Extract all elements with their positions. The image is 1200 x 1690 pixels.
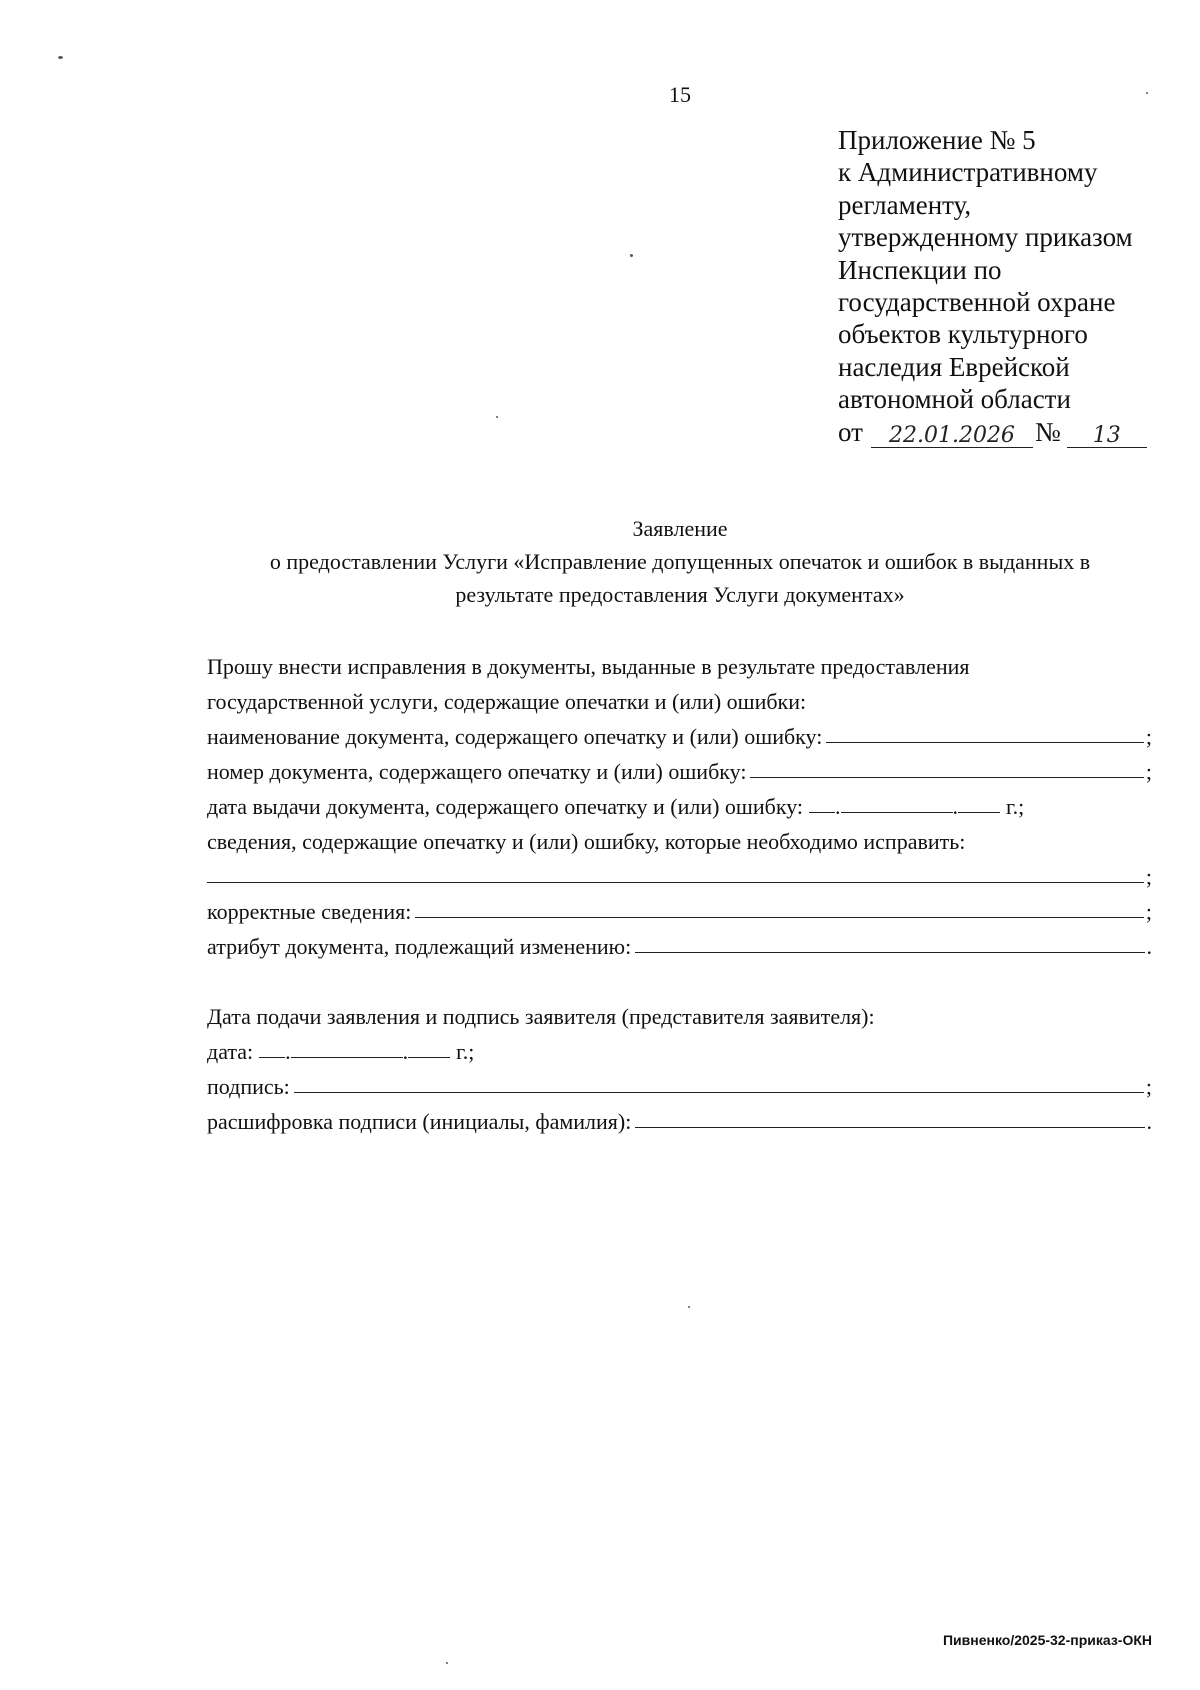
date-separator: . <box>402 1039 409 1064</box>
correct-label: корректные сведения: <box>207 899 412 924</box>
year-suffix: г.; <box>456 1039 475 1064</box>
title-heading: Заявление <box>632 516 728 541</box>
scan-speck <box>1146 92 1148 94</box>
date-separator: . <box>835 794 841 819</box>
submission-date-field <box>207 1035 1152 1065</box>
footer-document-code: Пивненко/2025-32-приказ-ОКН <box>942 1632 1152 1648</box>
appendix-line: государственной охране <box>838 286 1116 317</box>
title-subtitle-line: результате предоставления Услуги документах» <box>455 582 905 607</box>
issue-year-input-line[interactable] <box>958 812 1000 813</box>
order-number-prefix: № <box>1034 416 1061 447</box>
title-subtitle-line: о предоставлении Услуги «Исправление допущенных опечаток и ошибок в выданных в <box>269 549 1091 574</box>
scan-speck <box>58 56 63 59</box>
date-separator: . <box>285 1039 291 1064</box>
order-date-prefix: от <box>838 416 863 447</box>
appendix-line: к Административному <box>838 157 1098 188</box>
doc-name-input-line[interactable] <box>826 742 1144 743</box>
appendix-line: Приложение № 5 <box>838 125 1036 155</box>
signature-input-line[interactable] <box>294 1092 1144 1093</box>
field-terminator: ; <box>1145 1074 1152 1099</box>
doc-number-label: номер документа, содержащего опечатку и (или) ошибку: <box>207 759 747 784</box>
decoding-input-line[interactable] <box>635 1127 1144 1128</box>
appendix-line: утвержденному приказом <box>838 222 1133 253</box>
info-field <box>207 825 1152 855</box>
field-terminator: ; <box>1145 899 1152 924</box>
info-field-line <box>207 860 1152 890</box>
scan-speck <box>688 1306 690 1308</box>
appendix-line: наследия Еврейской <box>838 351 1070 382</box>
scan-speck <box>630 254 633 257</box>
doc-number-field <box>207 755 1152 785</box>
issue-day-input-line[interactable] <box>809 812 835 813</box>
field-terminator: ; <box>1145 724 1152 749</box>
field-terminator: . <box>1146 1109 1152 1134</box>
order-date-handwritten: 22.01.2026 <box>871 424 1033 448</box>
intro-line <box>207 650 1152 680</box>
doc-name-field <box>207 720 1152 750</box>
field-terminator: . <box>1146 934 1152 959</box>
intro-text: Прошу внести исправления в документы, выданные в результате предоставления <box>207 654 970 679</box>
appendix-line: автономной области <box>838 384 1071 415</box>
appendix-line: объектов культурного <box>838 319 1088 350</box>
document-title <box>0 512 1200 611</box>
issue-month-input-line[interactable] <box>841 812 953 813</box>
info-input-line[interactable] <box>207 882 1144 883</box>
submission-month-input-line[interactable] <box>291 1057 403 1058</box>
page-number: 15 <box>669 82 691 107</box>
attribute-field <box>207 930 1152 960</box>
field-terminator: ; <box>1145 759 1152 784</box>
order-number-handwritten: 13 <box>1067 424 1147 448</box>
date-separator: . <box>952 794 959 819</box>
submission-day-input-line[interactable] <box>259 1057 285 1058</box>
decoding-field <box>207 1105 1152 1135</box>
submission-heading <box>207 1000 1152 1030</box>
appendix-line: регламенту, <box>838 189 972 220</box>
correct-field <box>207 895 1152 925</box>
issue-date-label: дата выдачи документа, содержащего опечатку и (или) ошибку: <box>207 794 804 819</box>
info-label: сведения, содержащие опечатку и (или) ошибку, которые необходимо исправить: <box>207 829 966 854</box>
doc-name-label: наименование документа, содержащего опечатку и (или) ошибку: <box>207 724 823 749</box>
scan-speck <box>446 1662 448 1664</box>
submission-year-input-line[interactable] <box>408 1057 450 1058</box>
submission-label: Дата подачи заявления и подпись заявителя (представителя заявителя): <box>207 1004 875 1029</box>
appendix-block <box>838 124 1147 448</box>
signature-label: подпись: <box>207 1074 290 1099</box>
order-date-number <box>838 416 1147 448</box>
doc-number-input-line[interactable] <box>750 777 1143 778</box>
decoding-label: расшифровка подписи (инициалы, фамилия): <box>207 1109 632 1134</box>
intro-line <box>207 685 1152 715</box>
year-suffix: г.; <box>1006 794 1025 819</box>
correct-input-line[interactable] <box>415 917 1143 918</box>
scan-speck <box>496 416 498 418</box>
issue-date-field <box>207 790 1152 820</box>
attribute-input-line[interactable] <box>635 952 1144 953</box>
field-terminator: ; <box>1145 864 1152 889</box>
date-label: дата: <box>207 1039 254 1064</box>
attribute-label: атрибут документа, подлежащий изменению: <box>207 934 632 959</box>
intro-text: государственной услуги, содержащие опечатки и (или) ошибки: <box>207 689 807 714</box>
appendix-line: Инспекции по <box>838 254 1002 285</box>
signature-field <box>207 1070 1152 1100</box>
